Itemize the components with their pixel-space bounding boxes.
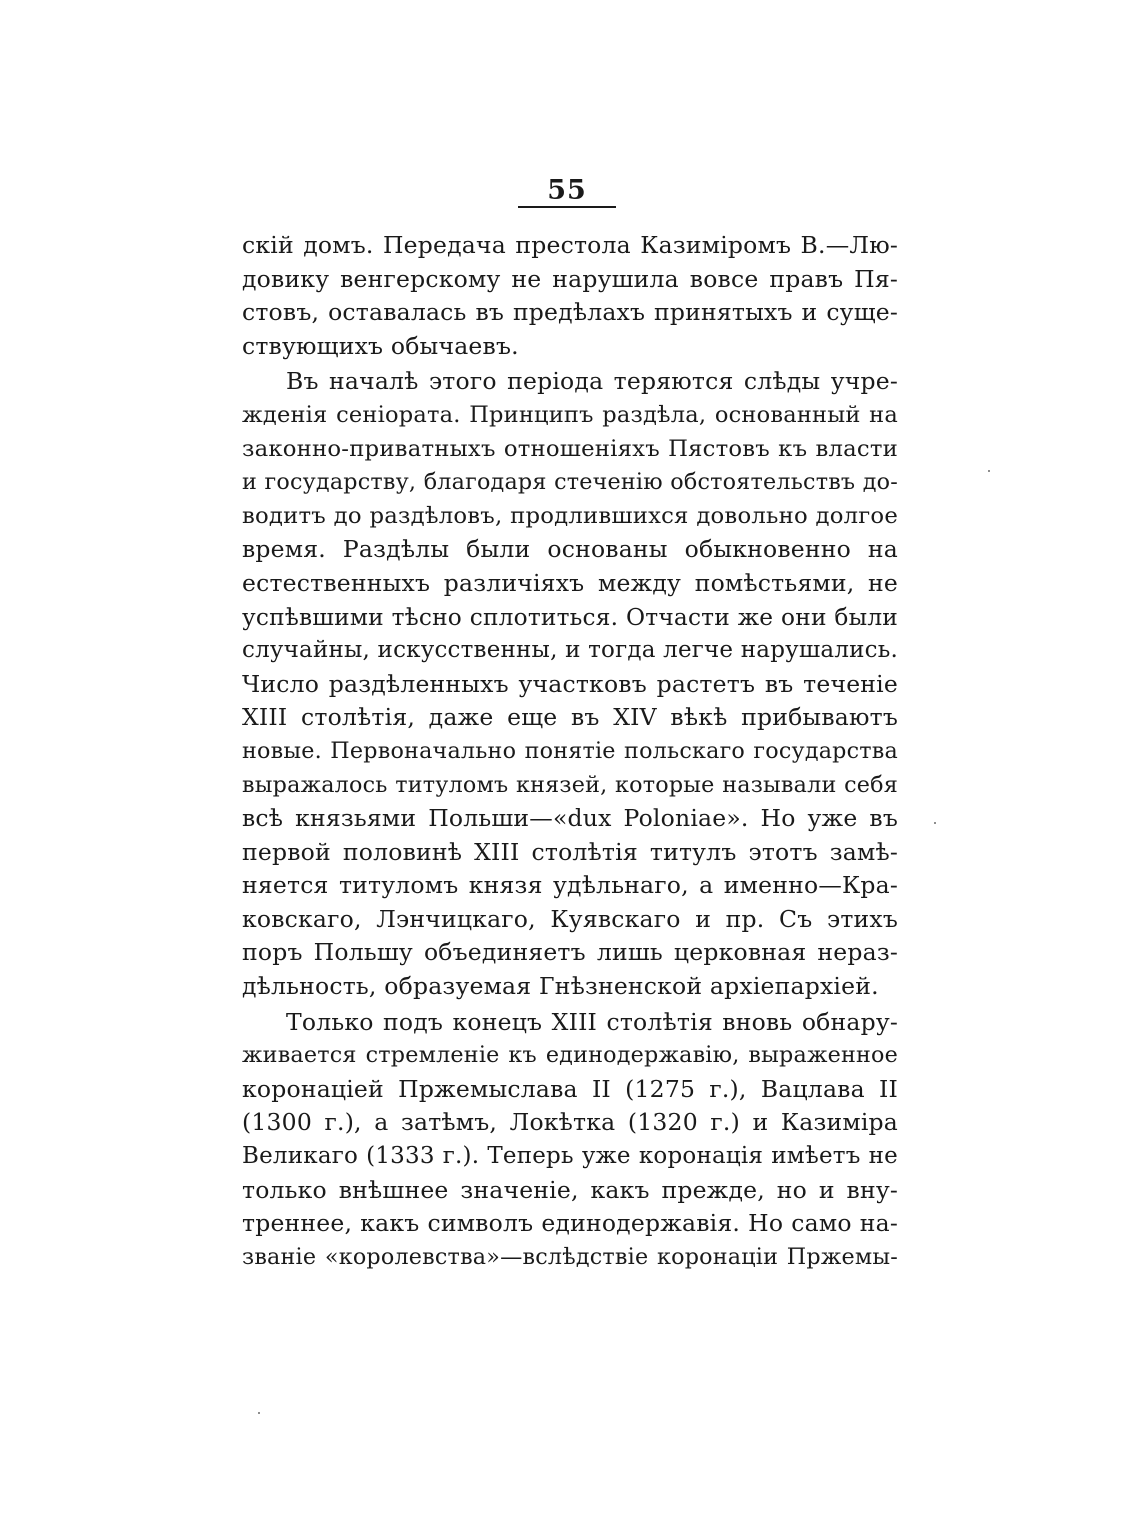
text-line: ствующихъ обычаевъ. [242,331,519,360]
text-line: законно-приватныхъ отношеніяхъ Пястовъ къ власти [242,435,898,462]
text-line: скій домъ. Передача престола Казиміромъ В.—Лю- [242,231,898,259]
text-line: няется титуломъ князя удѣльнаго, а именно—Кра- [242,871,898,900]
body-text [242,229,898,1274]
text-line: водитъ до раздѣловъ, продлившихся довольно долгое [242,502,898,529]
text-line: стовъ, оставалась въ предѣлахъ принятыхъ и суще- [242,298,898,327]
text-line: только внѣшнее значеніе, какъ прежде, но и вну- [242,1175,898,1204]
text-line: XIII столѣтія, даже еще въ XIV вѣкѣ прибываютъ [242,703,898,732]
text-line: ковскаго, Лэнчицкаго, Куявскаго и пр. Съ этихъ [242,904,898,933]
text-line: довику венгерскому не нарушила вовсе правъ Пя- [242,264,898,293]
text-line: поръ Польшу объединяетъ лишь церковная нераз- [242,938,898,967]
paragraph-2 [242,365,898,1003]
text-line: случайны, искусственны, и тогда легче нарушались. [242,637,898,664]
text-line: жденія сеніората. Принципъ раздѣла, основанный на [242,401,898,428]
text-line: живается стремленіе къ единодержавію, выраженное [242,1042,898,1069]
text-line: Въ началѣ этого періода теряются слѣды учре- [286,367,898,396]
text-line: и государству, благодаря стеченію обстоятельствъ до- [242,469,898,496]
scan-speck [258,1412,260,1414]
text-line: успѣвшими тѣсно сплотиться. Отчасти же они были [242,603,898,631]
text-line: выражалось титуломъ князей, которые называли себя [242,771,898,798]
text-line: всѣ князьями Польши—«dux Poloniae». Но уже въ [242,804,898,833]
scan-speck [988,470,990,472]
page-number-rule [518,206,616,208]
page-number: 55 [547,175,587,206]
text-line: время. Раздѣлы были основаны обыкновенно на [242,535,898,564]
text-line: новые. Первоначально понятіе польскаго государства [242,737,898,764]
text-line: Великаго (1333 г.). Теперь уже коронація имѣетъ не [242,1143,898,1170]
paragraph-1 [242,229,898,363]
text-line: естественныхъ различіяхъ между помѣстьями, не [242,568,898,597]
text-line: дѣльность, образуемая Гнѣзненской архіепархіей. [242,972,879,1001]
text-line: треннее, какъ символъ единодержавія. Но само на- [242,1209,898,1238]
scan-speck [934,822,936,824]
text-line: званіе «королевства»—вслѣдствіе коронаціи Пржемы- [242,1243,898,1270]
paragraph-3 [242,1006,898,1275]
text-line: коронаціей Пржемыслава II (1275 г.), Вацлава II [242,1074,898,1103]
text-line: Только подъ конецъ XIII столѣтія вновь обнару- [286,1007,898,1036]
text-line: Число раздѣленныхъ участковъ растетъ въ теченіе [242,669,898,698]
text-line: (1300 г.), а затѣмъ, Локѣтка (1320 г.) и Казиміра [242,1108,898,1137]
text-line: первой половинѣ XIII столѣтія титулъ этотъ замѣ- [242,837,898,866]
